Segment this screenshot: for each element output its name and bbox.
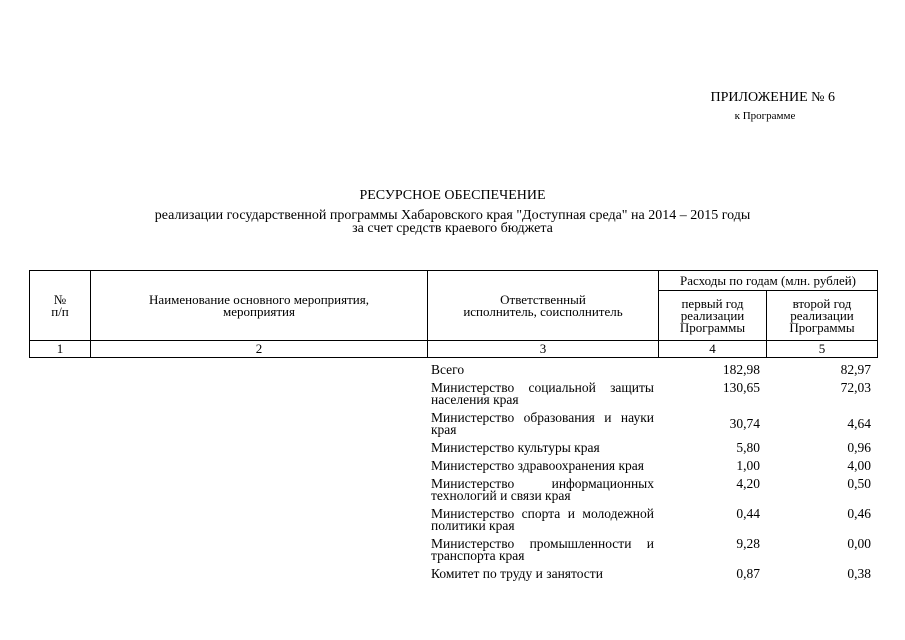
executor-cell: Министерство здравоохранения края	[431, 458, 645, 473]
year2-cell: 0,50	[847, 476, 871, 491]
column-number-3: 3	[428, 341, 659, 358]
header-executor: Ответственный исполнитель, соисполнитель	[428, 271, 659, 341]
table-row	[29, 412, 877, 442]
executor-cell: Министерство промышленности и транспорта края	[431, 536, 654, 563]
year1-cell: 1,00	[736, 458, 760, 473]
year2-cell: 72,03	[840, 380, 871, 395]
year2-cell: 0,00	[847, 536, 871, 551]
year1-cell: 130,65	[722, 380, 760, 395]
header-expenses: Расходы по годам (млн. рублей)	[659, 271, 878, 291]
year1-cell: 182,98	[722, 362, 760, 377]
year2-cell: 82,97	[840, 362, 871, 377]
document-subtitle: реализации государственной программы Хабаровского края "Доступная среда" на 2014 – 2015 годы	[154, 208, 751, 223]
column-number-5: 5	[767, 341, 878, 358]
executor-cell: Министерство социальной защиты населения края	[431, 380, 654, 407]
table-header	[29, 270, 878, 358]
column-number-4: 4	[659, 341, 767, 358]
table-row	[29, 382, 877, 412]
column-number-1: 1	[30, 341, 91, 358]
appendix-title: ПРИЛОЖЕНИЕ № 6	[710, 90, 835, 105]
year1-cell: 0,44	[736, 506, 760, 521]
executor-cell: Всего	[431, 362, 465, 377]
year2-cell: 0,46	[847, 506, 871, 521]
appendix-subtitle: к Программе	[734, 110, 796, 122]
appendix-block	[695, 90, 835, 123]
executor-cell: Министерство информационных технологий и связи края	[431, 476, 654, 503]
year2-cell: 0,96	[847, 440, 871, 455]
year1-cell: 0,87	[736, 566, 760, 581]
executor-cell: Министерство культуры края	[431, 440, 600, 455]
table-row	[29, 478, 877, 508]
executor-cell: Комитет по труду и занятости	[431, 566, 603, 581]
header-year1: первый год реализации Программы	[659, 291, 767, 341]
document-subtitle-2: за счет средств краевого бюджета	[352, 221, 553, 236]
column-number-2: 2	[91, 341, 428, 358]
year1-cell: 30,74	[729, 416, 760, 431]
table-row	[29, 538, 877, 568]
year2-cell: 4,00	[847, 458, 871, 473]
header-num: № п/п	[30, 271, 91, 341]
year2-cell: 0,38	[847, 566, 871, 581]
year2-cell: 4,64	[847, 416, 871, 431]
table-row	[29, 568, 877, 586]
year1-cell: 5,80	[736, 440, 760, 455]
executor-cell: Министерство спорта и молодежной политики края	[431, 506, 654, 533]
document-title: РЕСУРСНОЕ ОБЕСПЕЧЕНИЕ	[359, 188, 546, 203]
executor-cell: Министерство образования и науки края	[431, 410, 654, 437]
table-row	[29, 508, 877, 538]
year1-cell: 9,28	[736, 536, 760, 551]
header-name: Наименование основного мероприятия, мероприятия	[91, 271, 428, 341]
table-body	[29, 364, 877, 586]
year1-cell: 4,20	[736, 476, 760, 491]
header-year2: второй год реализации Программы	[767, 291, 878, 341]
